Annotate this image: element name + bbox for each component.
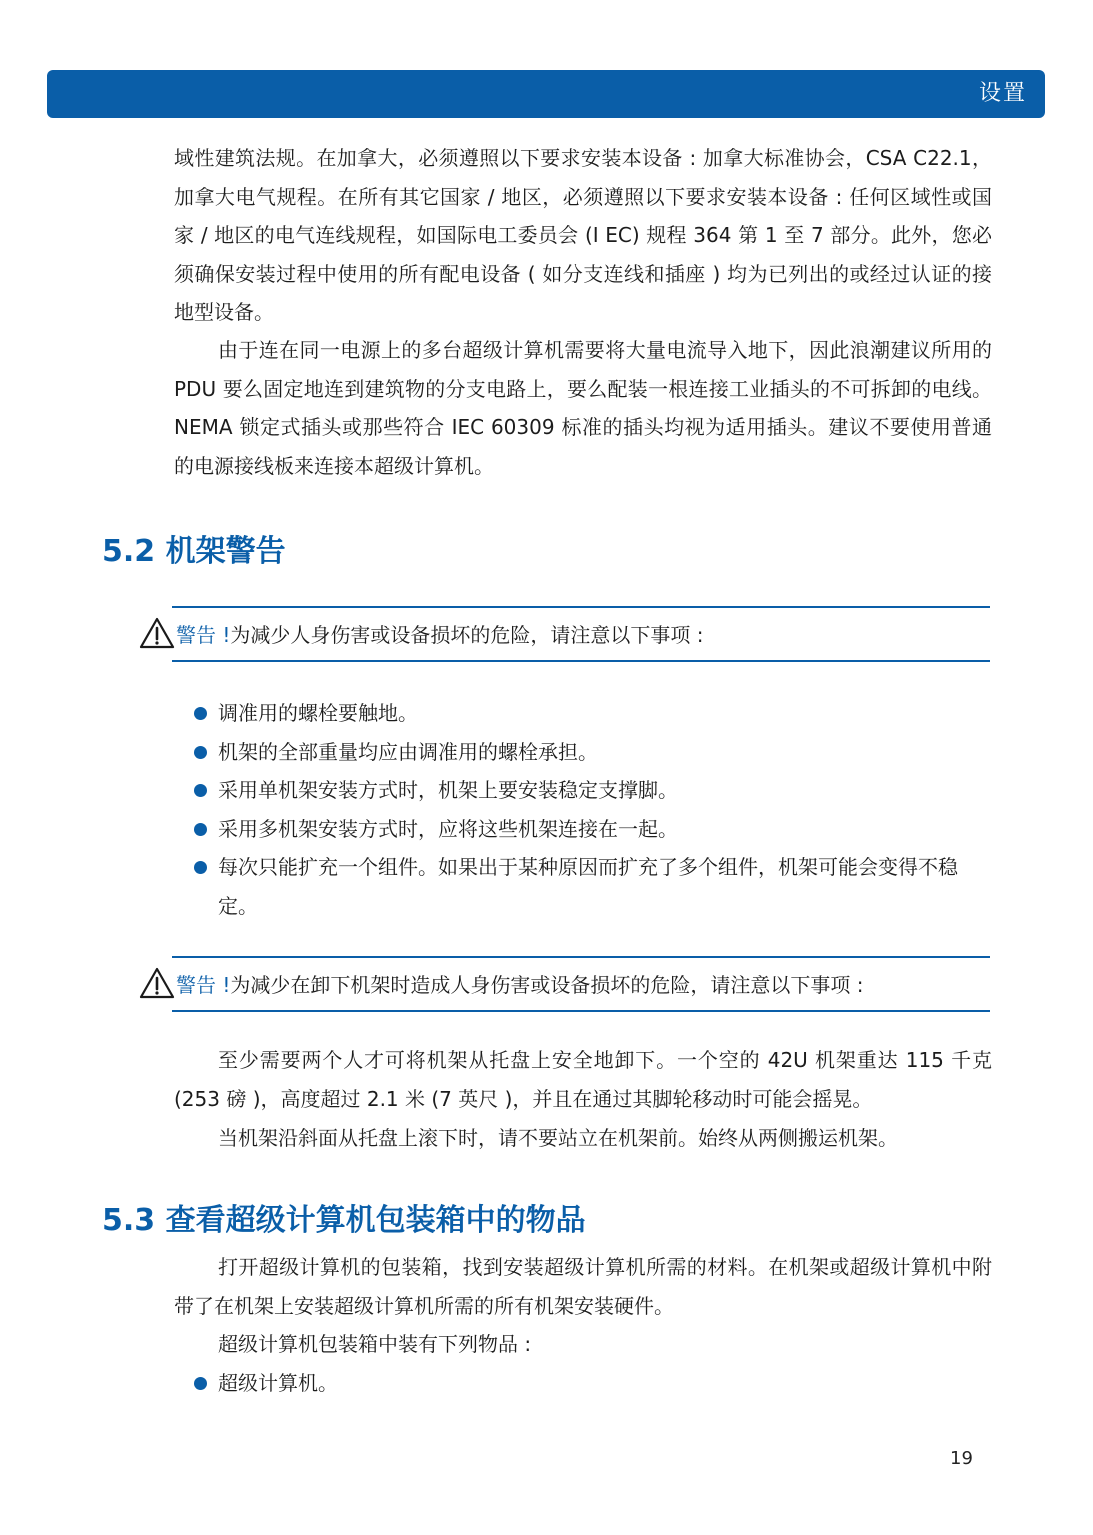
warning-callout-1 <box>138 613 998 653</box>
bullet-dot-icon <box>194 746 207 759</box>
section-heading-5-2: 5.2 机架警告 <box>102 534 286 569</box>
page-number: 19 <box>950 1448 973 1469</box>
warning-rule-top <box>172 956 990 958</box>
warning-label: 警告 ! <box>176 622 231 647</box>
list-item: 采用多机架安装方式时，应将这些机架连接在一起。 <box>194 810 994 849</box>
section-heading-5-3: 5.3 查看超级计算机包装箱中的物品 <box>102 1203 586 1238</box>
list-item: 调准用的螺栓要触地。 <box>194 694 994 733</box>
warning-rule-bottom <box>172 1010 990 1012</box>
list-item: 采用单机架安装方式时，机架上要安装稳定支撑脚。 <box>194 771 994 810</box>
bullet-dot-icon <box>194 784 207 797</box>
package-paragraph-2: 超级计算机包装箱中装有下列物品 : <box>218 1332 532 1356</box>
bullet-dot-icon <box>194 1377 207 1390</box>
bullet-dot-icon <box>194 707 207 720</box>
intro-paragraph-1: 域性建筑法规。在加拿大，必须遵照以下要求安装本设备 : 加拿大标准协会，CSA C22.1，加拿大电气规程。在所有其它国家 / 地区，必须遵照以下要求安装本设备 : 任何区域性或国家 / 地区的电气连线规程，如国际电工委员会 (I EC) 规程 364 第 1 至 7 部分。此外，您必须确保安装过程中使用的所有配电设备 ( 如分支连线和插座 ) 均为已列出的或经过认证的接地型设备。 <box>174 146 992 324</box>
warning-text: 为减少在卸下机架时造成人身伤害或设备损坏的危险，请注意以下事项 : <box>230 972 864 997</box>
warning-text: 为减少人身伤害或设备损坏的危险，请注意以下事项 : <box>230 622 704 647</box>
warning-rule-top <box>172 606 990 608</box>
warning-triangle-icon <box>138 616 176 650</box>
unload-paragraph-1: 至少需要两个人才可将机架从托盘上安全地卸下。一个空的 42U 机架重达 115 千克 (253 磅 )，高度超过 2.1 米 (7 英尺 )，并且在通过其脚轮移动时可能会摇晃。 <box>174 1048 992 1111</box>
package-contents-list <box>194 1364 994 1403</box>
bullet-dot-icon <box>194 861 207 874</box>
warning-label: 警告 ! <box>176 972 231 997</box>
list-item: 机架的全部重量均应由调准用的螺栓承担。 <box>194 733 994 772</box>
unload-paragraph-2: 当机架沿斜面从托盘上滚下时，请不要站立在机架前。始终从两侧搬运机架。 <box>218 1126 898 1150</box>
bullet-dot-icon <box>194 823 207 836</box>
rack-warning-list <box>194 694 994 925</box>
warning-rule-bottom <box>172 660 990 662</box>
intro-paragraph-2: 由于连在同一电源上的多台超级计算机需要将大量电流导入地下，因此浪潮建议所用的 PDU 要么固定地连到建筑物的分支电路上，要么配装一根连接工业插头的不可拆卸的电线。NEMA 锁定式插头或那些符合 IEC 60309 标准的插头均视为适用插头。建议不要使用普通的电源接线板来连接本超级计算机。 <box>174 338 992 478</box>
list-item: 每次只能扩充一个组件。如果出于某种原因而扩充了多个组件，机架可能会变得不稳定。 <box>194 848 994 925</box>
list-item: 超级计算机。 <box>194 1364 994 1403</box>
package-paragraph-1: 打开超级计算机的包装箱，找到安装超级计算机所需的材料。在机架或超级计算机中附带了在机架上安装超级计算机所需的所有机架安装硬件。 <box>174 1255 992 1318</box>
warning-triangle-icon <box>138 966 176 1000</box>
header-title: 设置 <box>978 81 1027 106</box>
header-bar <box>47 70 1045 118</box>
warning-callout-2 <box>138 963 998 1003</box>
